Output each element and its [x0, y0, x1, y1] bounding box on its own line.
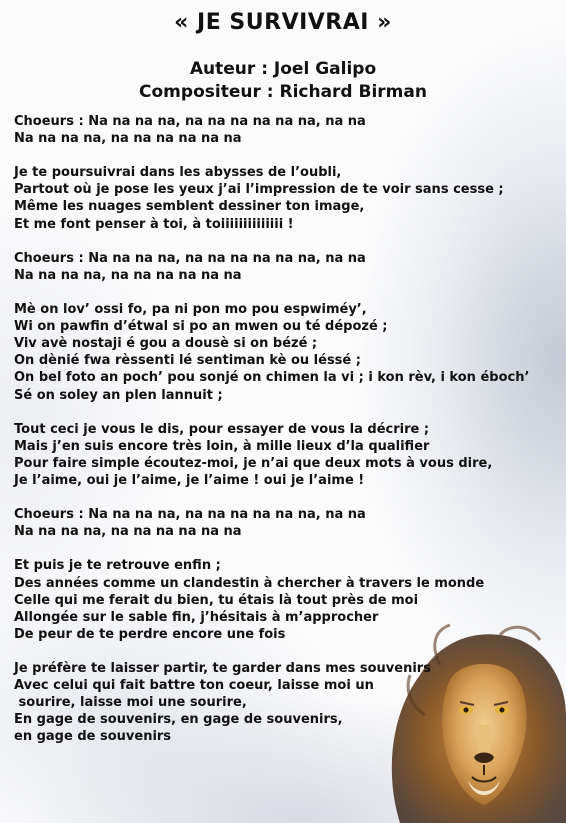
stanza-gap	[14, 489, 559, 506]
lyric-line: Viv avè nostaji é gou a dousè si on bézé ;	[14, 336, 318, 352]
stanza-gap	[14, 147, 559, 164]
song-title: « JE SURVIVRAI »	[174, 10, 392, 35]
lyric-line: Mais j’en suis encore très loin, à mille lieux d’la qualifier	[14, 438, 430, 454]
lyric-line: Choeurs : Na na na na, na na na na na na, na na	[14, 250, 366, 266]
lyric-line: Même les nuages semblent dessiner ton image,	[14, 199, 365, 215]
lyric-line: Et me font penser à toi, à toiiiiiiiiiiiiii !	[14, 216, 294, 232]
stanza	[14, 164, 559, 232]
lyric-line: en gage de souvenirs	[14, 729, 172, 745]
composer-line: Compositeur : Richard Birman	[139, 82, 427, 102]
lyric-line: Pour faire simple écoutez-moi, je n’ai que deux mots à vous dire,	[14, 455, 493, 471]
lyric-line: Et puis je te retrouve enfin ;	[14, 558, 221, 574]
lyric-line: Na na na na, na na na na na na	[14, 524, 242, 540]
lyric-line: On dènié fwa rèssenti lé sentiman kè ou léssé ;	[14, 353, 361, 369]
lyric-line: Choeurs : Na na na na, na na na na na na, na na	[14, 114, 366, 129]
lyric-line: Je te poursuivrai dans les abysses de l’oubli,	[14, 165, 342, 181]
stanza-gap	[14, 643, 559, 660]
lyric-line: Mè on lov’ ossi fo, pa ni pon mo pou espwiméy’,	[14, 302, 367, 318]
stanza-gap	[14, 233, 559, 250]
lyrics-body	[14, 113, 559, 745]
lyric-line: Je préfère te laisser partir, te garder dans mes souvenirs	[14, 661, 431, 676]
stanza	[14, 660, 559, 745]
lyric-line: Avec celui qui fait battre ton coeur, laisse moi un	[14, 678, 374, 694]
stanza	[14, 250, 559, 284]
lyric-line: Tout ceci je vous le dis, pour essayer de vous la décrire ;	[14, 421, 430, 437]
lyric-line: Des années comme un clandestin à chercher à travers le monde	[14, 575, 485, 591]
stanza	[14, 113, 559, 147]
stanza	[14, 421, 559, 489]
lyric-line: De peur de te perdre encore une fois	[14, 626, 286, 642]
stanza	[14, 506, 559, 540]
lyric-line: sourire, laisse moi une sourire,	[14, 695, 247, 711]
lyric-line: Sé on soley an plen lannuit ;	[14, 387, 223, 403]
stanza-gap	[14, 404, 559, 421]
lyric-line: Choeurs : Na na na na, na na na na na na, na na	[14, 507, 366, 523]
lyric-line: En gage de souvenirs, en gage de souvenirs,	[14, 712, 343, 728]
lyric-line: Na na na na, na na na na na na	[14, 267, 242, 283]
author-line: Auteur : Joel Galipo	[189, 59, 377, 79]
stanza-gap	[14, 540, 559, 557]
stanza-gap	[14, 284, 559, 301]
lyric-line: Wi on pawfin d’étwal si po an mwen ou té dépozé ;	[14, 319, 388, 335]
stanza	[14, 301, 559, 404]
lyric-line: On bel foto an poch’ pou sonjé on chimen la vi ; i kon rèv, i kon éboch’	[14, 370, 530, 386]
lyric-line: Na na na na, na na na na na na	[14, 131, 242, 147]
stanza	[14, 557, 559, 642]
lyric-line: Je l’aime, oui je l’aime, je l’aime ! oui je l’aime !	[14, 472, 365, 488]
lyric-line: Partout où je pose les yeux j’ai l’impression de te voir sans cesse ;	[14, 182, 504, 198]
lyric-line: Celle qui me ferait du bien, tu étais là tout près de moi	[14, 592, 419, 608]
lyric-line: Allongée sur le sable fin, j’hésitais à m’approcher	[14, 609, 379, 625]
